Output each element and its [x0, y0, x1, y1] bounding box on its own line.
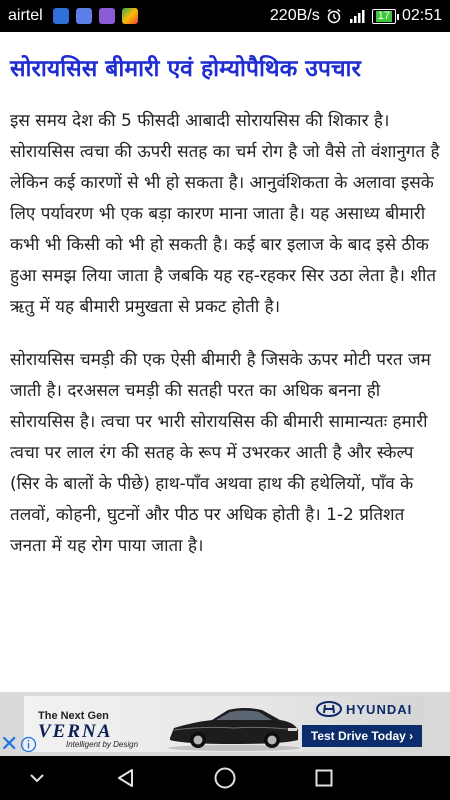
image-icon	[53, 8, 69, 24]
alarm-icon	[326, 8, 342, 24]
gallery-icon	[76, 8, 92, 24]
store-icon	[122, 8, 138, 24]
ad-choices[interactable]	[0, 731, 40, 756]
clock: 02:51	[401, 7, 442, 24]
ad-subline: Intelligent by Design	[66, 740, 139, 749]
status-left	[0, 7, 145, 25]
battery-level: 17	[377, 9, 390, 22]
brand-logo	[316, 699, 420, 719]
navigation-bar	[0, 756, 450, 800]
home-icon[interactable]	[207, 756, 243, 800]
hyundai-logo-icon	[316, 701, 342, 717]
carrier-name: airtel	[8, 7, 43, 24]
battery-icon	[372, 9, 396, 24]
article-paragraph: सोरायसिस चमड़ी की एक ऐसी बीमारी है जिसके ऊपर मोटी परत जम जाती है। दरअसल चमड़ी की सतही परत का अधिक बनना ही सोरायसिस है। त्वचा पर भारी सोरायसिस की बीमारी सामान्यतः हमारी त्वचा पर लाल रंग की सतह के रूप में उभरकर आती है और स्केल्प (सिर के बालों के पीछे) हाथ-पाँव अथवा हाथ की हथेलियों, पाँव के तलवों, कोहनी, घुटनों और पीठ पर अधिक होती है। 1-2 प्रतिशत जनता में यह रोग पाया जाता है।	[10, 350, 431, 556]
ad-banner[interactable]	[0, 692, 450, 756]
brand-name: HYUNDAI	[346, 701, 413, 717]
edit-icon	[99, 8, 115, 24]
status-bar	[0, 0, 450, 32]
close-ad-icon[interactable]: ✕	[0, 731, 19, 756]
ad-model-name: VERNA	[38, 721, 113, 742]
car-image	[164, 698, 304, 752]
test-drive-button[interactable]: Test Drive Today ›	[302, 725, 422, 747]
collapse-icon[interactable]	[22, 756, 52, 800]
article-content[interactable]	[0, 32, 450, 692]
back-icon[interactable]	[108, 756, 144, 800]
article-title: सोरायसिस बीमारी एवं होम्योपैथिक उपचार	[10, 56, 361, 82]
recents-icon[interactable]	[306, 756, 342, 800]
network-speed: 220B/s	[269, 7, 320, 24]
article-paragraph: इस समय देश की 5 फीसदी आबादी सोरायसिस की शिकार है। सोरायसिस त्वचा की ऊपरी सतह का चर्म रोग है जो वैसे तो वंशानुगत है लेकिन कई कारणों से भी हो सकता है। आनुवंशिकता के अलावा इसके लिए पर्यावरण भी एक बड़ा कारण माना जाता है। यह असाध्य बीमारी कभी भी किसी को भी हो सकती है। कई बार इलाज के बाद इसे ठीक हुआ समझ लिया जाता है जबकि यह रह-रहकर सिर उठा लेता है। शीत ऋतु में यह बीमारी प्रमुखता से प्रकट होती है।	[10, 111, 440, 317]
signal-icon	[348, 8, 366, 24]
ad-tagline: The Next Gen	[38, 710, 109, 722]
ad-creative[interactable]	[24, 696, 424, 752]
adchoices-icon[interactable]	[20, 736, 37, 753]
status-right	[264, 7, 450, 25]
